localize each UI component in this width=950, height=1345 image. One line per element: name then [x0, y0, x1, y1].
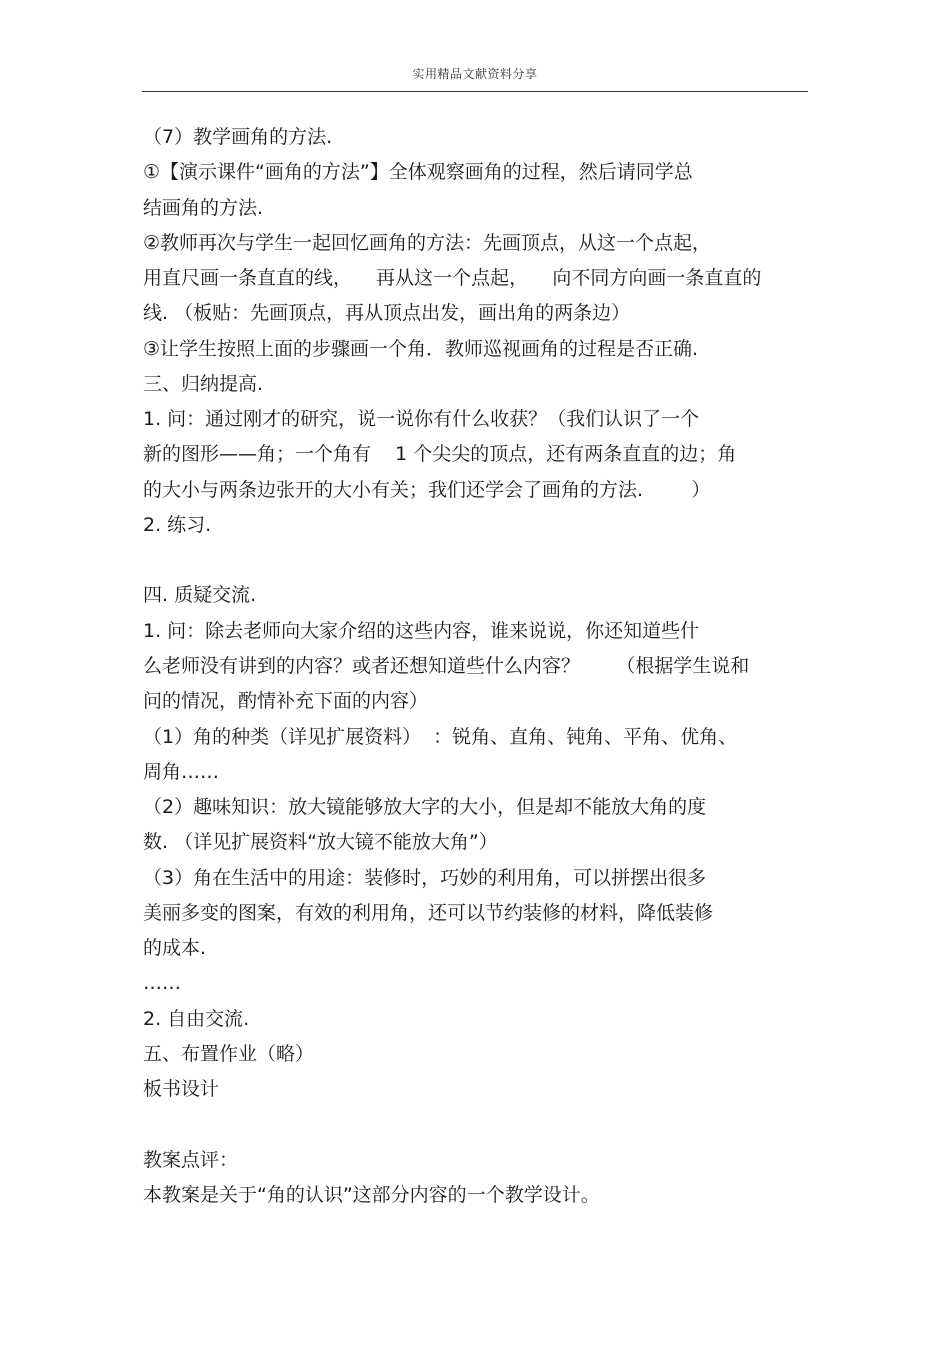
text-line: 1. 问：通过刚才的研究，说一说你有什么收获？（我们认识了一个: [143, 408, 700, 430]
section-heading: 板书设计: [143, 1078, 220, 1100]
text-line: 2. 练习.: [143, 514, 212, 536]
header-divider: [142, 91, 808, 92]
section-heading: 教案点评：: [143, 1149, 239, 1171]
text-line: 新的图形——角；一个角有 1 个尖尖的顶点，还有两条直直的边；角: [143, 443, 737, 465]
section-heading: 三、归纳提高.: [143, 373, 264, 395]
text-line: 本教案是关于“角的认识”这部分内容的一个教学设计。: [143, 1184, 600, 1206]
text-line: 美丽多变的图案，有效的利用角，还可以节约装修的材料，降低装修: [143, 902, 714, 924]
text-line: 的大小与两条边张开的大小有关；我们还学会了画角的方法. ）: [143, 479, 711, 501]
text-line: 2. 自由交流.: [143, 1008, 250, 1030]
page-header-title: 实用精品文献资料分享: [412, 67, 538, 81]
text-line: 数. （详见扩展资料“放大镜不能放大角”）: [143, 831, 498, 853]
text-line: （3）角在生活中的用途：装修时，巧妙的利用角，可以拼摆出很多: [143, 867, 707, 889]
text-line: 的成本.: [143, 937, 207, 959]
text-line: ③让学生按照上面的步骤画一个角．教师巡视画角的过程是否正确.: [143, 338, 699, 360]
text-line: 线. （板贴：先画顶点，再从顶点出发，画出角的两条边）: [143, 302, 631, 324]
text-line: 么老师没有讲到的内容？或者还想知道些什么内容？ （根据学生说和: [143, 655, 750, 677]
section-heading: 四. 质疑交流.: [143, 584, 257, 606]
text-line: 结画角的方法.: [143, 197, 264, 219]
text-line: 问的情况，酌情补充下面的内容）: [143, 690, 429, 712]
text-line: （1）角的种类（详见扩展资料） ：锐角、直角、钝角、平角、优角、: [143, 726, 738, 748]
text-line: 用直尺画一条直直的线， 再从这一个点起， 向不同方向画一条直直的: [143, 267, 762, 289]
text-line: （2）趣味知识：放大镜能够放大字的大小，但是却不能放大角的度: [143, 796, 707, 818]
section-heading: 五、布置作业（略）: [143, 1043, 315, 1065]
text-line: ①【演示课件“画角的方法”】全体观察画角的过程，然后请同学总: [143, 161, 693, 183]
text-line: 周角……: [143, 761, 220, 783]
text-line: 1. 问：除去老师向大家介绍的这些内容，谁来说说，你还知道些什: [143, 620, 700, 642]
text-line: ……: [143, 972, 181, 994]
text-line: ②教师再次与学生一起回忆画角的方法：先画顶点，从这一个点起，: [143, 232, 712, 254]
text-line: （7）教学画角的方法.: [143, 126, 333, 148]
